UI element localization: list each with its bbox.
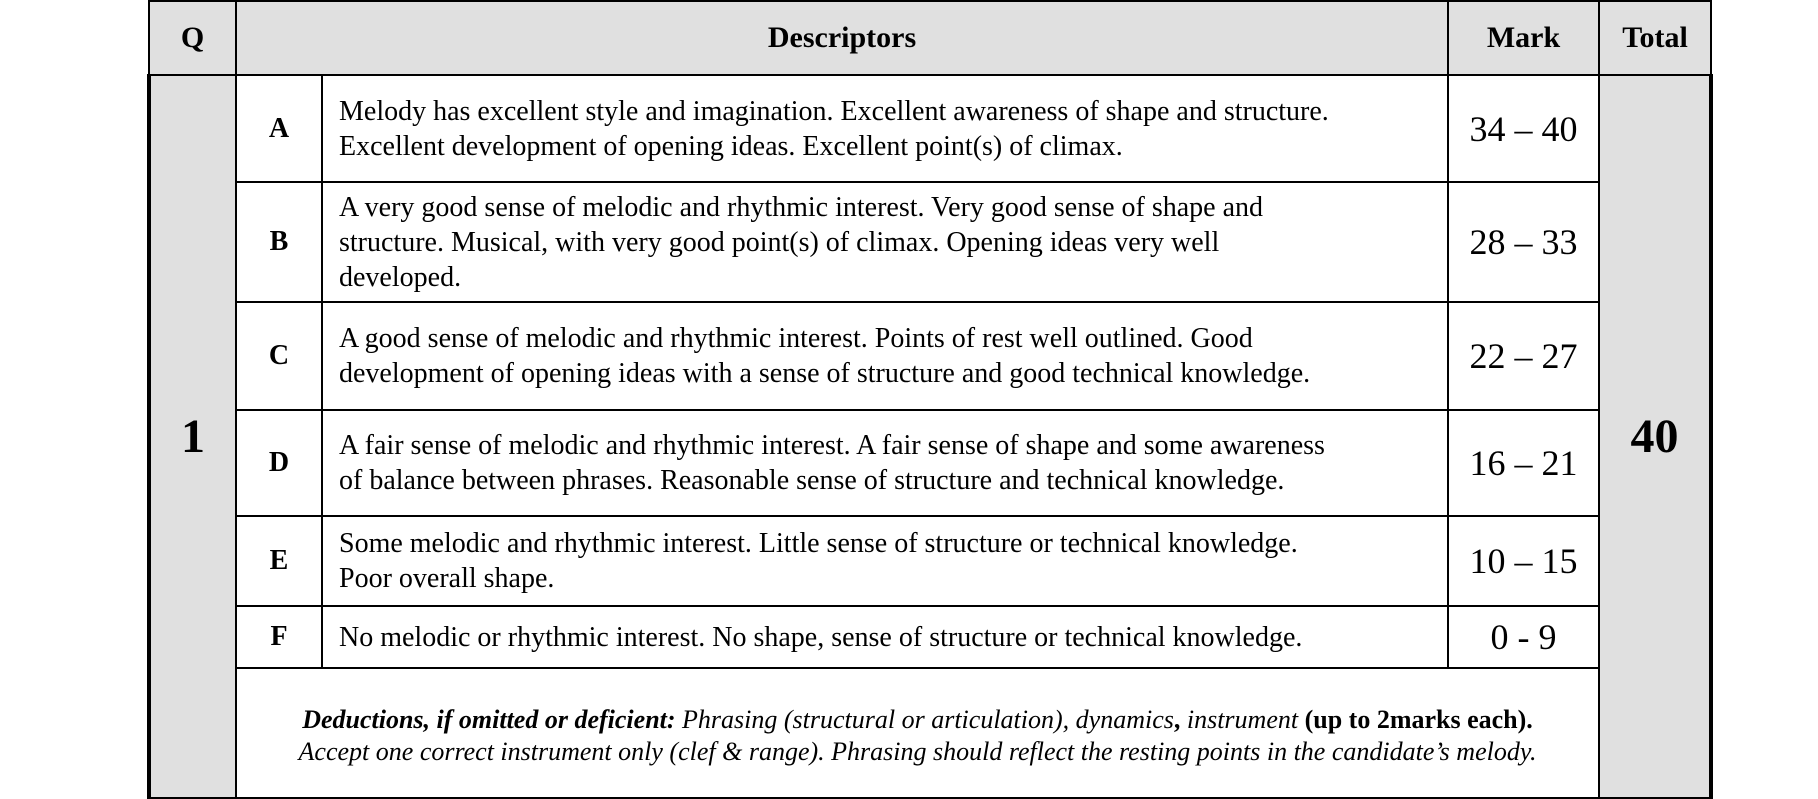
- deductions-note-line: [237, 736, 1598, 768]
- deductions-line: [237, 704, 1598, 736]
- question-number: 1: [149, 75, 236, 798]
- deductions-acceptance: Accept one correct instrument only (clef & range). Phrasing should reflect the resting points in the candidate’s melody.: [298, 737, 1537, 766]
- grade-row-c: [149, 302, 1711, 410]
- mark-range: 16 – 21: [1448, 410, 1599, 516]
- grade-row-b: [149, 182, 1711, 302]
- descriptor-text: [322, 182, 1448, 302]
- descriptor-line: structure. Musical, with very good point(s) of climax. Opening ideas very well: [339, 226, 1220, 258]
- descriptor-text: [322, 410, 1448, 516]
- descriptor-line: No melodic or rhythmic interest. No shape, sense of structure or technical knowledge.: [339, 621, 1303, 653]
- deductions-row: [149, 668, 1711, 798]
- mark-range: 0 - 9: [1448, 606, 1599, 668]
- descriptor-line: Poor overall shape.: [339, 563, 555, 594]
- grade-label: A: [236, 75, 322, 182]
- descriptor-line: developed.: [339, 261, 462, 293]
- descriptor-line: A very good sense of melodic and rhythmic interest. Very good sense of shape and: [339, 191, 1264, 223]
- descriptor-line: Excellent development of opening ideas. Excellent point(s) of climax.: [339, 130, 1123, 162]
- deductions-label: Deductions, if omitted or deficient:: [302, 705, 676, 734]
- descriptor-line: Melody has excellent style and imagination. Excellent awareness of shape and structure.: [339, 95, 1329, 127]
- grade-row-d: [149, 410, 1711, 516]
- descriptor-text: [322, 75, 1448, 182]
- mark-range: 28 – 33: [1448, 182, 1599, 302]
- grade-row-f: [149, 606, 1711, 668]
- grade-label: C: [236, 302, 322, 410]
- descriptor-line: Some melodic and rhythmic interest. Little sense of structure or technical knowledge.: [339, 528, 1298, 559]
- descriptor-text: [322, 302, 1448, 410]
- grade-label: E: [236, 516, 322, 606]
- descriptor-line: of balance between phrases. Reasonable sense of structure and technical knowledge.: [339, 465, 1285, 496]
- descriptor-line: A fair sense of melodic and rhythmic interest. A fair sense of shape and some awareness: [339, 430, 1325, 461]
- grade-row-a: [149, 75, 1711, 182]
- grade-label: B: [236, 182, 322, 302]
- deductions-note: [236, 668, 1599, 798]
- deductions-items: Phrasing (structural or articulation), dynamics: [675, 705, 1174, 734]
- deductions-limit: (up to 2marks each).: [1304, 705, 1533, 734]
- descriptor-line: A good sense of melodic and rhythmic interest. Points of rest well outlined. Good: [339, 323, 1253, 354]
- deductions-comma: ,: [1173, 705, 1181, 734]
- deductions-instrument: instrument: [1180, 705, 1305, 734]
- total-header: Total: [1599, 1, 1711, 75]
- grade-row-e: [149, 516, 1711, 606]
- mark-range: 10 – 15: [1448, 516, 1599, 606]
- mark-range: 34 – 40: [1448, 75, 1599, 182]
- mark-range: 22 – 27: [1448, 302, 1599, 410]
- header-row: [149, 1, 1711, 75]
- total-value: 40: [1599, 75, 1711, 798]
- descriptors-header: Descriptors: [236, 1, 1448, 75]
- grade-label: F: [236, 606, 322, 668]
- descriptor-text: [322, 516, 1448, 606]
- descriptor-line: development of opening ideas with a sense of structure and good technical knowledge.: [339, 358, 1311, 389]
- grade-label: D: [236, 410, 322, 516]
- mark-header: Mark: [1448, 1, 1599, 75]
- descriptor-text: [322, 606, 1448, 668]
- q-header: Q: [149, 1, 236, 75]
- marking-scheme-table: [147, 0, 1713, 799]
